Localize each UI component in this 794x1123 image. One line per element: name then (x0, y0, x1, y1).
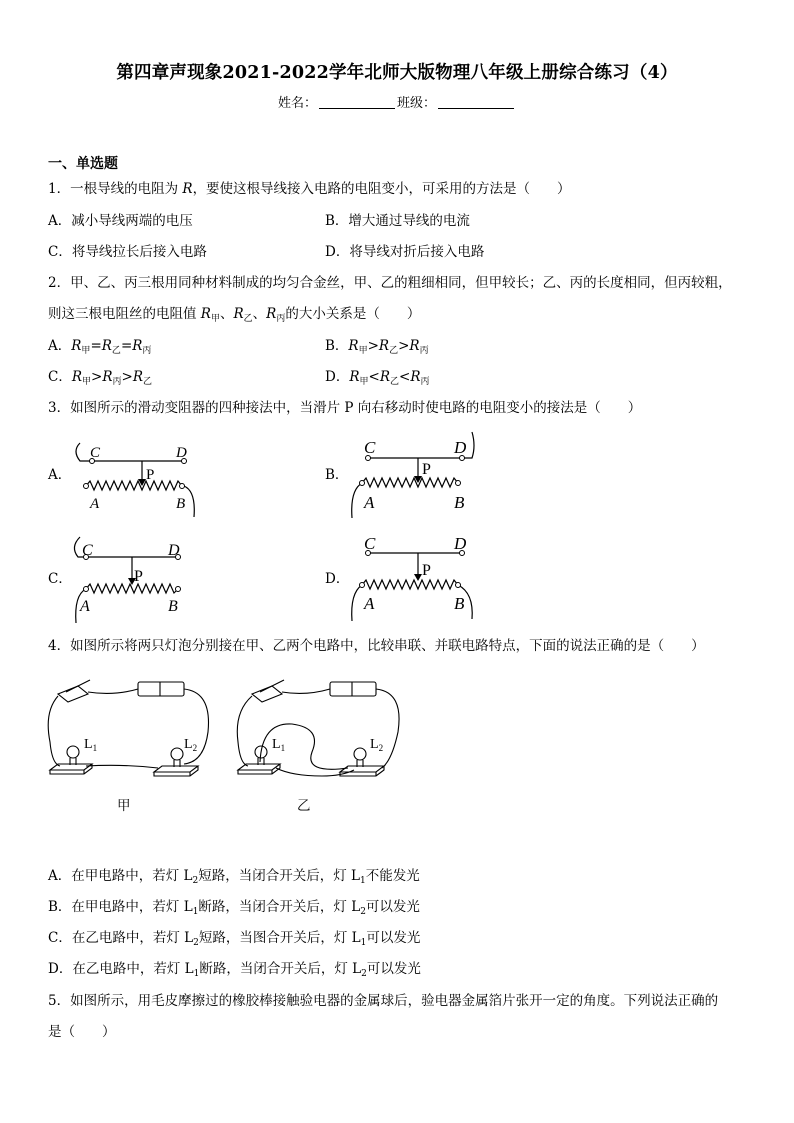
q2-sep: 、 (219, 306, 234, 322)
q4-opt-sub: 1 (360, 876, 366, 886)
lamp-l1-label (84, 737, 97, 753)
wire (48, 696, 60, 766)
lamp-l2-label (184, 737, 197, 753)
wire (352, 585, 362, 621)
q2-sep: 、 (252, 306, 267, 322)
q2-sub: 丙 (420, 377, 430, 387)
q4-opt-sub: 1 (192, 907, 199, 917)
q4-opt-text: 不能发光 (365, 868, 420, 884)
q2-op: > (121, 369, 133, 385)
q2-sub: 甲 (358, 346, 368, 356)
wire (376, 689, 399, 768)
q2-option-a (48, 337, 151, 360)
q2-sub: 乙 (143, 377, 153, 387)
terminal (360, 583, 365, 588)
student-info (0, 92, 794, 111)
q2-r: R (200, 306, 211, 322)
terminal-a-label: A (364, 594, 375, 613)
q5-stem-line2: 是（ ） (48, 1024, 116, 1040)
q2-op: = (90, 338, 102, 354)
q2-sub: 甲 (359, 377, 369, 387)
q4-opt-text: D．在乙电路中，若灯 L (48, 961, 194, 977)
bulb-icon (354, 748, 366, 760)
q1-stem-r: R (182, 181, 193, 197)
q2-option-c (48, 368, 152, 391)
q2-sub: 丙 (112, 377, 122, 387)
terminal-a-label: A (364, 493, 375, 512)
q4-opt-sub: 2 (361, 969, 367, 979)
terminal (360, 481, 365, 486)
q2-sub: 丙 (142, 346, 152, 356)
q2-sub: 乙 (390, 377, 400, 387)
circuit-caption-jia: 甲 (117, 798, 131, 814)
q2-r: R (410, 369, 421, 385)
q1-stem (48, 180, 571, 198)
q2-r: R (379, 369, 390, 385)
q2-r: R (409, 338, 420, 354)
q2-r: R (349, 369, 360, 385)
q3-stem: 3．如图所示的滑动变阻器的四种接法中，当滑片 P 向右移动时使电路的电阻变小的接法是（ ） (48, 400, 642, 416)
terminal-b-label: B (454, 493, 465, 512)
resistance-coil (362, 580, 458, 589)
section-title: 一、单选题 (48, 156, 118, 172)
q4-opt-sub: 2 (193, 938, 199, 948)
q2-sub: 乙 (243, 314, 253, 324)
terminal-a-label: A (80, 598, 90, 615)
q4-opt-sub: 1 (193, 969, 200, 979)
q2-opt-label: B． (325, 338, 349, 354)
lamp-sub: 2 (192, 743, 198, 753)
lamp-sub: 1 (92, 743, 98, 753)
terminal (456, 481, 461, 486)
switch-knife (66, 680, 90, 692)
terminal (84, 484, 89, 489)
q2-r: R (71, 338, 82, 354)
resistance-coil (86, 584, 178, 593)
q4-option-a (48, 867, 420, 890)
wire (282, 689, 330, 693)
terminal-c-label: C (364, 438, 376, 457)
rheostat-figure-c (66, 533, 206, 625)
wire (88, 689, 138, 693)
q2-r: R (233, 306, 244, 322)
rheostat-figure-a (66, 435, 206, 520)
q2-r: R (132, 369, 144, 385)
lamp-letter: L (184, 737, 193, 752)
resistance-coil (86, 481, 182, 490)
q1-stem-a: 1．一根导线的电阻为 (48, 181, 183, 197)
q2-line2-a: 则这三根电阻丝的电阻值 (48, 306, 201, 322)
q1-option-c: C．将导线拉长后接入电路 (48, 244, 207, 260)
q2-op: > (367, 338, 379, 354)
q4-opt-text: 断路，当闭合开关后，灯 L (199, 961, 362, 977)
bulb-icon (67, 746, 79, 758)
lamp-letter: L (84, 737, 93, 752)
class-blank[interactable] (438, 96, 514, 109)
q2-sub: 乙 (111, 346, 121, 356)
lamp-holder (50, 764, 92, 774)
q4-opt-text: 可以发光 (366, 930, 421, 946)
q2-sub: 甲 (81, 346, 91, 356)
q2-line2-b: 的大小关系是（ ） (285, 306, 421, 322)
q4-option-d (48, 960, 421, 983)
q2-sub: 丙 (419, 346, 429, 356)
slider-p-label: P (422, 461, 431, 478)
lamp-holder (154, 766, 198, 776)
q2-sub: 甲 (82, 377, 92, 387)
q4-stem: 4．如图所示将两只灯泡分别接在甲、乙两个电路中，比较串联、并联电路特点，下面的说法正确的是（ ） (48, 638, 705, 654)
name-blank[interactable] (319, 96, 395, 109)
terminal (176, 587, 181, 592)
q4-option-b (48, 898, 420, 921)
q2-sub: 甲 (210, 314, 220, 324)
slider-p-label: P (146, 467, 155, 483)
bulb-icon (171, 748, 183, 760)
q2-option-b (325, 337, 429, 360)
q4-opt-text: 短路，当图合开关后，灯 L (198, 930, 361, 946)
terminal-d-label: D (454, 534, 467, 553)
q3-option-c-label: C． (48, 571, 72, 587)
lamp-sub: 1 (280, 743, 286, 753)
q3-option-a-label: A． (48, 467, 72, 483)
q4-opt-text: 断路，当闭合开关后，灯 L (198, 899, 361, 915)
q4-opt-text: C．在乙电路中，若灯 L (48, 930, 194, 946)
lamp-holder (238, 764, 280, 774)
q3-option-d-label: D． (325, 571, 350, 587)
q5-stem-line1: 5．如图所示，用毛皮摩擦过的橡胶棒接触验电器的金属球后，验电器金属箔片张开一定的角度。下列说法正确的 (48, 993, 719, 1009)
wire (86, 765, 158, 768)
slider-p-label: P (422, 562, 431, 579)
q4-opt-sub: 1 (360, 938, 367, 948)
terminal (456, 583, 461, 588)
switch-knife (260, 680, 284, 692)
lamp-letter: L (370, 737, 379, 752)
wire (237, 696, 252, 766)
q4-opt-text: B．在甲电路中，若灯 L (48, 899, 193, 915)
terminal (180, 484, 185, 489)
rheostat-figure-b (340, 428, 490, 520)
q2-r: R (348, 338, 359, 354)
q2-r: R (132, 338, 143, 354)
q4-opt-text: 可以发光 (366, 961, 421, 977)
class-label: 班级： (397, 96, 437, 111)
q2-stem-line2 (48, 305, 420, 328)
slider-p-label: P (134, 568, 143, 585)
circuit-figure-jia (44, 672, 220, 792)
q2-opt-label: C． (48, 369, 72, 385)
wire (184, 486, 194, 517)
q4-opt-sub: 2 (192, 876, 199, 886)
lamp-letter: L (272, 737, 281, 752)
q2-r: R (102, 369, 113, 385)
terminal-a-label: A (90, 496, 100, 512)
q2-op: < (368, 369, 380, 385)
page-title: 第四章声现象2021-2022学年北师大版物理八年级上册综合练习（4） (116, 63, 678, 83)
terminal-d-label: D (454, 438, 467, 457)
q1-option-d: D．将导线对折后接入电路 (325, 244, 485, 260)
q2-r: R (378, 338, 390, 354)
q2-opt-label: A． (48, 338, 72, 354)
battery-icon (330, 682, 376, 696)
q2-op: > (91, 369, 103, 385)
q1-stem-b: ，要使这根导线接入电路的电阻变小，可采用的方法是（ ） (192, 181, 571, 197)
terminal-b-label: B (454, 594, 465, 613)
q4-opt-text: 短路，当闭合开关后，灯 L (198, 868, 361, 884)
q2-r: R (101, 338, 112, 354)
q4-option-c (48, 929, 420, 952)
lamp-l2-label (370, 737, 383, 753)
q2-sub: 丙 (276, 314, 286, 324)
lamp-sub: 2 (378, 743, 384, 753)
terminal-c-label: C (82, 542, 93, 559)
terminal-d-label: D (176, 445, 187, 461)
rheostat-figure-d (340, 533, 490, 625)
terminal (84, 587, 89, 592)
q2-option-d (325, 368, 430, 391)
q2-op: = (120, 338, 133, 354)
q2-op: > (398, 338, 410, 354)
q2-op: < (399, 369, 411, 385)
lamp-l1-label (272, 737, 285, 753)
q2-sub: 乙 (389, 346, 399, 356)
q2-opt-label: D． (325, 369, 350, 385)
slider-arrow-icon (414, 574, 422, 581)
lamp-holder (340, 766, 384, 776)
battery-icon (138, 682, 184, 696)
terminal-b-label: B (176, 496, 186, 512)
circuit-caption-yi: 乙 (297, 798, 311, 814)
q2-r: R (71, 369, 83, 385)
q2-r: R (266, 306, 277, 322)
terminal-b-label: B (168, 598, 178, 615)
terminal-d-label: D (168, 542, 180, 559)
resistance-coil (362, 478, 458, 487)
terminal-c-label: C (90, 445, 101, 461)
q3-option-b-label: B． (325, 467, 349, 483)
q1-option-b: B．增大通过导线的电流 (325, 213, 470, 229)
q4-opt-text: 可以发光 (365, 899, 420, 915)
circuit-figure-yi (232, 672, 408, 792)
q4-opt-sub: 2 (360, 907, 366, 917)
q2-stem-line1: 2．甲、乙、丙三根用同种材料制成的均匀合金丝，甲、乙的粗细相同，但甲较长；乙、丙的长度相同，但丙较粗， (48, 275, 732, 291)
q4-opt-text: A．在甲电路中，若灯 L (48, 868, 193, 884)
terminal-c-label: C (364, 534, 376, 553)
q1-option-a: A．减小导线两端的电压 (48, 213, 193, 229)
wire (352, 483, 362, 518)
name-label: 姓名： (277, 96, 317, 111)
